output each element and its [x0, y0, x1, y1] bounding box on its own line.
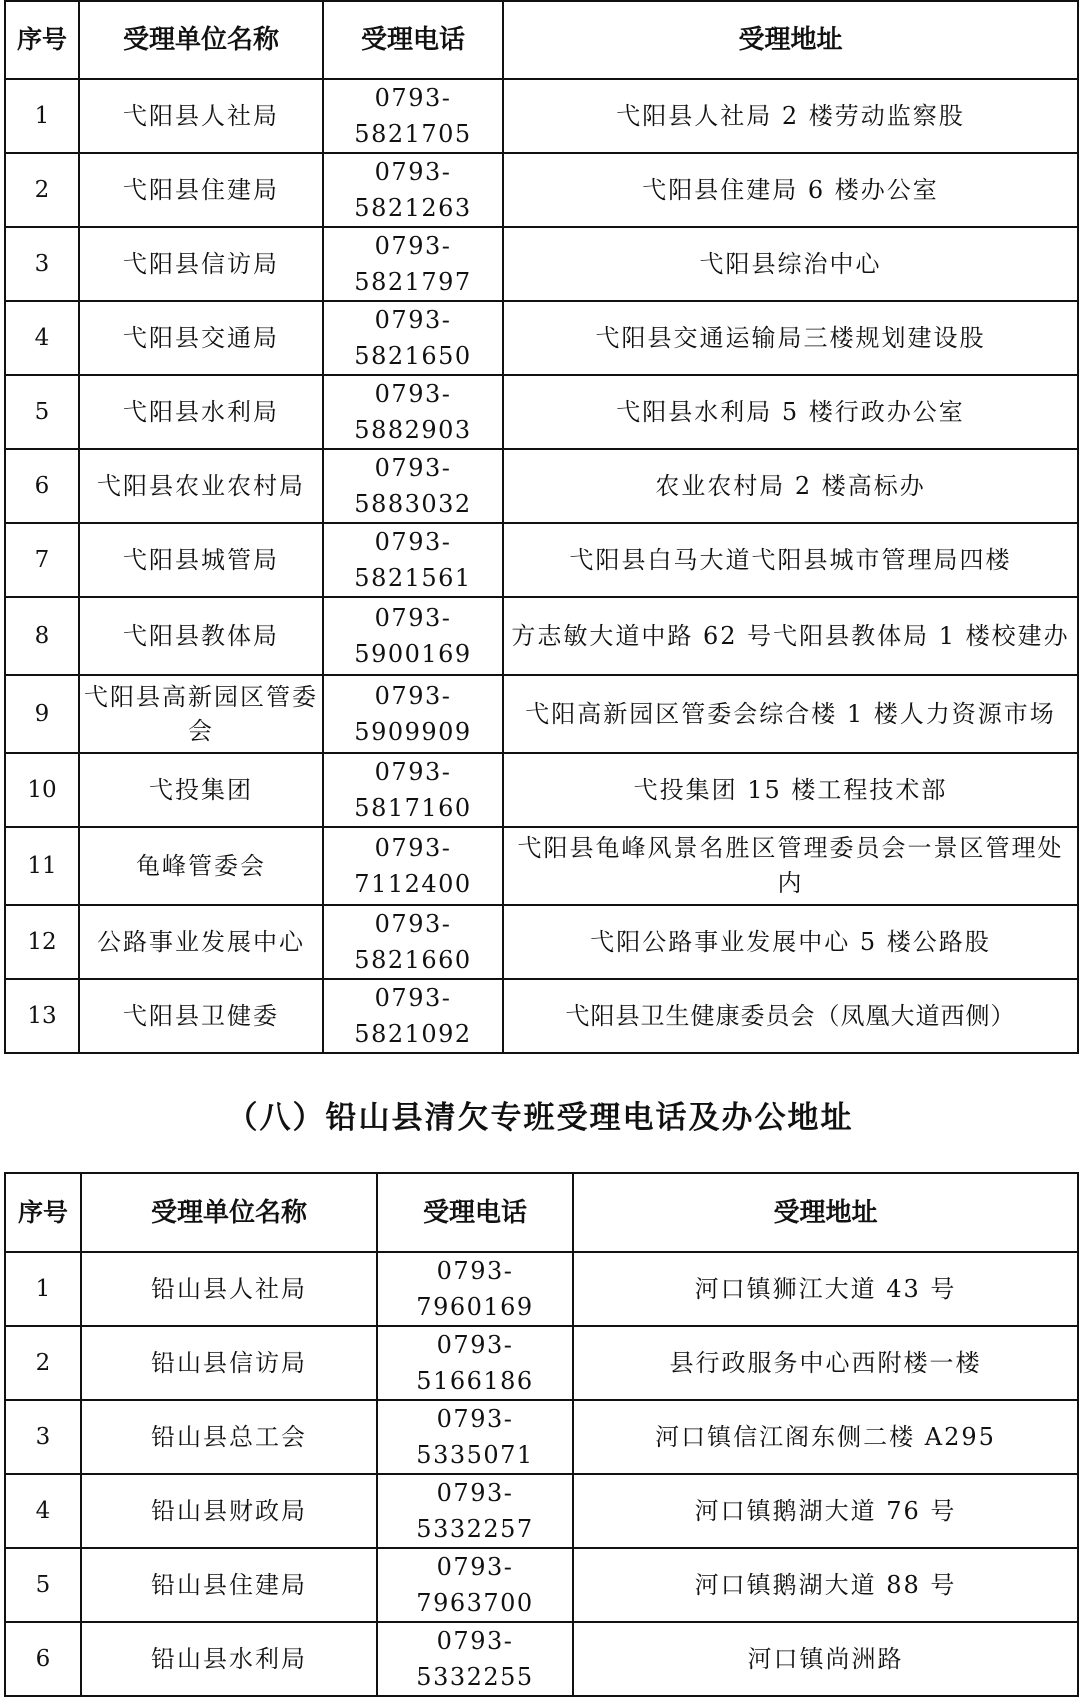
address: 弋阳公路事业发展中心 5 楼公路股 — [503, 905, 1078, 979]
table-row — [5, 675, 1078, 753]
table-row — [5, 153, 1078, 227]
phone-number: 0793-5821092 — [323, 979, 503, 1053]
phone-number: 0793-5821650 — [323, 301, 503, 375]
address: 弋阳县龟峰风景名胜区管理委员会一景区管理处内 — [503, 827, 1078, 905]
phone-number: 0793-5882903 — [323, 375, 503, 449]
row-number: 10 — [5, 753, 79, 827]
row-number: 4 — [5, 301, 79, 375]
table-row — [5, 979, 1078, 1053]
row-number: 3 — [5, 1400, 81, 1474]
table-row — [5, 753, 1078, 827]
row-number: 2 — [5, 153, 79, 227]
table-row — [5, 1400, 1078, 1474]
row-number: 1 — [5, 79, 79, 153]
address: 弋投集团 15 楼工程技术部 — [503, 753, 1078, 827]
phone-number: 0793-5166186 — [377, 1326, 573, 1400]
yanshan-contact-table — [4, 1172, 1079, 1697]
phone-number: 0793-5883032 — [323, 449, 503, 523]
phone-number: 0793-7963700 — [377, 1548, 573, 1622]
phone-number: 0793-5332257 — [377, 1474, 573, 1548]
phone-number: 0793-5900169 — [323, 597, 503, 675]
header-address: 受理地址 — [573, 1173, 1078, 1252]
unit-name: 弋阳县城管局 — [79, 523, 323, 597]
phone-number: 0793-7960169 — [377, 1252, 573, 1326]
phone-number: 0793-5821797 — [323, 227, 503, 301]
header-unit: 受理单位名称 — [81, 1173, 377, 1252]
unit-name: 铅山县人社局 — [81, 1252, 377, 1326]
address: 县行政服务中心西附楼一楼 — [573, 1326, 1078, 1400]
address: 弋阳县水利局 5 楼行政办公室 — [503, 375, 1078, 449]
header-unit: 受理单位名称 — [79, 1, 323, 79]
unit-name: 龟峰管委会 — [79, 827, 323, 905]
row-number: 1 — [5, 1252, 81, 1326]
row-number: 2 — [5, 1326, 81, 1400]
unit-name: 公路事业发展中心 — [79, 905, 323, 979]
table-row — [5, 905, 1078, 979]
row-number: 5 — [5, 1548, 81, 1622]
header-phone: 受理电话 — [323, 1, 503, 79]
unit-name: 弋阳县卫健委 — [79, 979, 323, 1053]
header-seq: 序号 — [5, 1, 79, 79]
row-number: 12 — [5, 905, 79, 979]
table-row — [5, 1252, 1078, 1326]
table-row — [5, 1622, 1078, 1696]
row-number: 3 — [5, 227, 79, 301]
row-number: 7 — [5, 523, 79, 597]
address: 弋阳县交通运输局三楼规划建设股 — [503, 301, 1078, 375]
table-row — [5, 1326, 1078, 1400]
table-row — [5, 827, 1078, 905]
phone-number: 0793-5909909 — [323, 675, 503, 753]
phone-number: 0793-7112400 — [323, 827, 503, 905]
table-row — [5, 79, 1078, 153]
row-number: 4 — [5, 1474, 81, 1548]
table-row — [5, 375, 1078, 449]
table-header-row — [5, 1, 1078, 79]
unit-name: 铅山县信访局 — [81, 1326, 377, 1400]
header-seq: 序号 — [5, 1173, 81, 1252]
table-row — [5, 227, 1078, 301]
phone-number: 0793-5821263 — [323, 153, 503, 227]
address: 河口镇鹅湖大道 76 号 — [573, 1474, 1078, 1548]
address: 弋阳高新园区管委会综合楼 1 楼人力资源市场 — [503, 675, 1078, 753]
table-row — [5, 597, 1078, 675]
row-number: 6 — [5, 1622, 81, 1696]
unit-name: 铅山县财政局 — [81, 1474, 377, 1548]
unit-name: 弋阳县交通局 — [79, 301, 323, 375]
header-phone: 受理电话 — [377, 1173, 573, 1252]
address: 弋阳县人社局 2 楼劳动监察股 — [503, 79, 1078, 153]
address: 弋阳县住建局 6 楼办公室 — [503, 153, 1078, 227]
address: 方志敏大道中路 62 号弋阳县教体局 1 楼校建办 — [503, 597, 1078, 675]
phone-number: 0793-5821705 — [323, 79, 503, 153]
table-row — [5, 523, 1078, 597]
unit-name: 弋阳县住建局 — [79, 153, 323, 227]
unit-name: 弋阳县信访局 — [79, 227, 323, 301]
address: 弋阳县综治中心 — [503, 227, 1078, 301]
address: 河口镇尚洲路 — [573, 1622, 1078, 1696]
phone-number: 0793-5821660 — [323, 905, 503, 979]
row-number: 13 — [5, 979, 79, 1053]
phone-number: 0793-5821561 — [323, 523, 503, 597]
phone-number: 0793-5332255 — [377, 1622, 573, 1696]
address: 河口镇信江阁东侧二楼 A295 — [573, 1400, 1078, 1474]
unit-name: 弋阳县教体局 — [79, 597, 323, 675]
row-number: 5 — [5, 375, 79, 449]
table-row — [5, 301, 1078, 375]
unit-name: 弋阳县水利局 — [79, 375, 323, 449]
unit-name: 弋阳县高新园区管委会 — [79, 675, 323, 753]
table-header-row — [5, 1173, 1078, 1252]
row-number: 6 — [5, 449, 79, 523]
address: 农业农村局 2 楼高标办 — [503, 449, 1078, 523]
row-number: 9 — [5, 675, 79, 753]
header-address: 受理地址 — [503, 1, 1078, 79]
phone-number: 0793-5335071 — [377, 1400, 573, 1474]
section-title: （八）铅山县清欠专班受理电话及办公地址 — [226, 1100, 854, 1136]
row-number: 8 — [5, 597, 79, 675]
unit-name: 弋阳县人社局 — [79, 79, 323, 153]
unit-name: 铅山县住建局 — [81, 1548, 377, 1622]
unit-name: 铅山县水利局 — [81, 1622, 377, 1696]
address: 河口镇鹅湖大道 88 号 — [573, 1548, 1078, 1622]
address: 弋阳县卫生健康委员会（凤凰大道西侧） — [503, 979, 1078, 1053]
unit-name: 弋阳县农业农村局 — [79, 449, 323, 523]
address: 弋阳县白马大道弋阳县城市管理局四楼 — [503, 523, 1078, 597]
unit-name: 铅山县总工会 — [81, 1400, 377, 1474]
yiyang-contact-table — [4, 0, 1079, 1054]
table-row — [5, 1474, 1078, 1548]
phone-number: 0793-5817160 — [323, 753, 503, 827]
table-row — [5, 1548, 1078, 1622]
table-row — [5, 449, 1078, 523]
address: 河口镇狮江大道 43 号 — [573, 1252, 1078, 1326]
unit-name: 弋投集团 — [79, 753, 323, 827]
row-number: 11 — [5, 827, 79, 905]
